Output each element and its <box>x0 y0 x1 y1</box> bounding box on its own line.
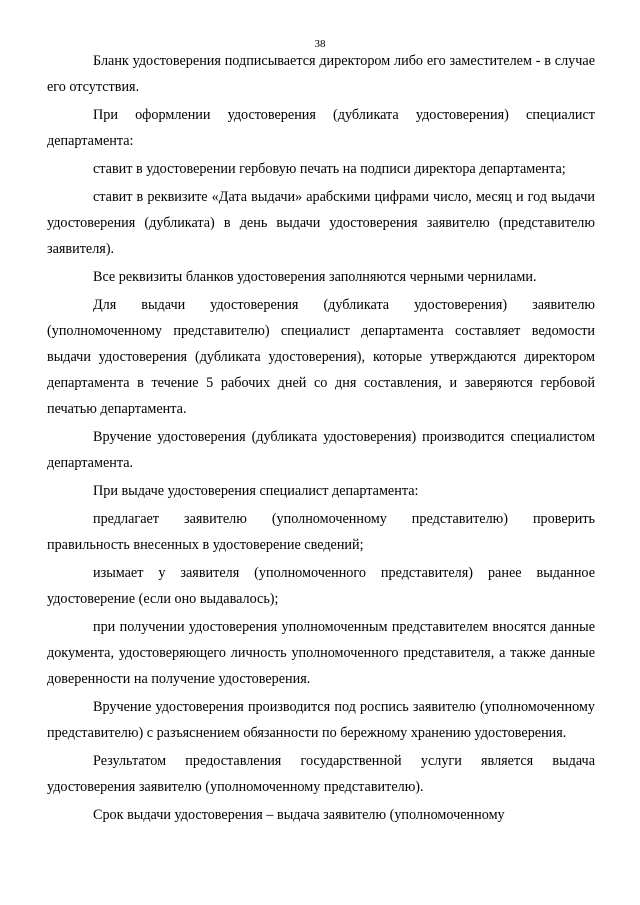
paragraph-representative-data: при получении удостоверения уполномоченным представителем вносятся данные документа, удостоверяющего личность уполномоченного представителя, а также данные доверенности на получение удостоверения. <box>47 619 595 687</box>
paragraph-service-result: Результатом предоставления государственной услуги является выдача удостоверения заявителю (уполномоченному представителю). <box>47 753 595 795</box>
page-number: 38 <box>314 38 326 50</box>
paragraph-issue-term: Срок выдачи удостоверения – выдача заявителю (уполномоченному <box>93 807 505 823</box>
paragraph-black-ink: Все реквизиты бланков удостоверения заполняются черными чернилами. <box>93 269 537 285</box>
paragraph-handover: Вручение удостоверения (дубликата удостоверения) производится специалистом департамента. <box>47 429 595 471</box>
paragraph-seal: ставит в удостоверении гербовую печать на подписи директора департамента; <box>93 161 566 177</box>
paragraph-signature-handover: Вручение удостоверения производится под роспись заявителю (уполномоченному представителю) с разъяснением обязанности по бережному хранению удостоверения. <box>47 699 595 741</box>
document-body <box>47 48 595 830</box>
paragraph-issue-date: ставит в реквизите «Дата выдачи» арабскими цифрами число, месяц и год выдачи удостоверения (дубликата) в день выдачи удостоверения заявителю (представителю заявителя). <box>47 189 595 257</box>
paragraph-issue-intro: При выдаче удостоверения специалист департамента: <box>93 483 419 499</box>
paragraph-issue-records: Для выдачи удостоверения (дубликата удостоверения) заявителю (уполномоченному представителю) специалист департамента составляет ведомости выдачи удостоверения (дубликата удостоверения), которые утверждаются директором департамента в течение 5 рабочих дней со дня составления, и заверяются гербовой печатью департамента. <box>47 297 595 417</box>
paragraph-blank-signing: Бланк удостоверения подписывается директором либо его заместителем - в случае его отсутствия. <box>47 53 595 95</box>
paragraph-registration-intro: При оформлении удостоверения (дубликата удостоверения) специалист департамента: <box>47 107 595 149</box>
paragraph-withdraw-old: изымает у заявителя (уполномоченного представителя) ранее выданное удостоверение (если оно выдавалось); <box>47 565 595 607</box>
paragraph-verify-data: предлагает заявителю (уполномоченному представителю) проверить правильность внесенных в удостоверение сведений; <box>47 511 595 553</box>
